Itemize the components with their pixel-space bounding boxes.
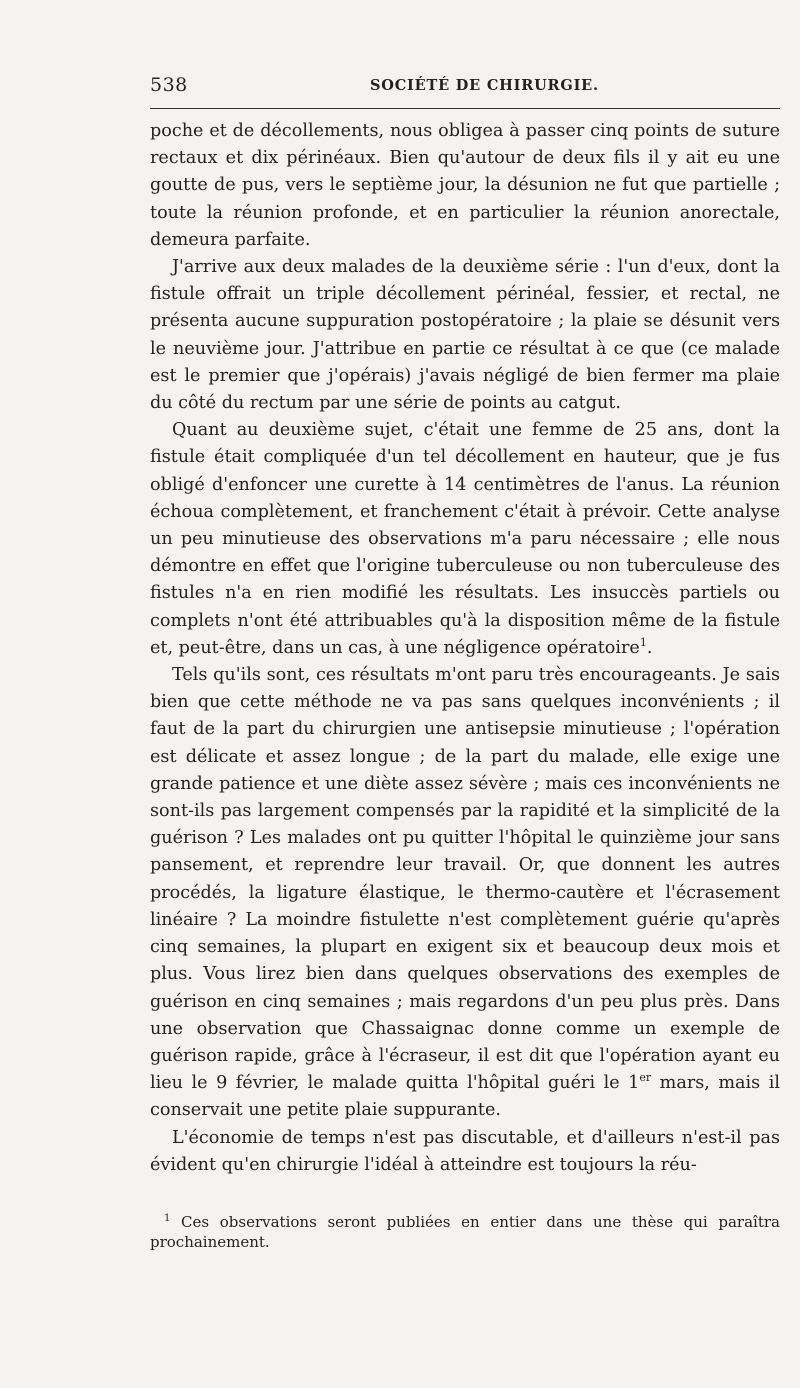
paragraph-second-subject: Quant au deuxième sujet, c'était une femme de 25 ans, dont la fistule était compliquée d'un tel décollement en hauteur, que je fus obligé d'enfoncer une curette à 14 centimètres de l'anus. La réunion échoua complètement, et franchement c'était à prévoir. Cette analyse un peu minutieuse des observations m'a paru nécessaire ; elle nous démontre en effet que l'origine tuberculeuse ou non tuberculeuse des fistules n'a en rien modifié les résultats. Les insuccès partiels ou complets n'ont été attribuables qu'à la disposition même de la fistule et, peut-être, dans un cas, à une négligence opératoire$^1$. — [150, 420, 780, 658]
paragraph-results: Tels qu'ils sont, ces résultats m'ont paru très encourageants. Je sais bien que cette méthode ne va pas sans quelques inconvénients ; il faut de la part du chirurgien une antisepsie minutieuse ; l'opération est délicate et assez longue ; de la part du malade, elle exige une grande patience et une diète assez sévère ; mais ces inconvénients ne sont-ils pas largement compensés par la rapidité et la simplicité de la guérison ? Les malades ont pu quitter l'hôpital le quinzième jour sans pansement, et reprendre leur travail. Or, que donnent les autres procédés, la ligature élastique, le thermo-cautère et l'écrasement linéaire ? La moindre fistulette n'est complètement guérie qu'après cinq semaines, la plupart en exigent six et beaucoup deux mois et plus. Vous lirez bien dans quelques observations des exemples de guérison en cinq semaines ; mais regardons d'un peu plus près. Dans une observation que Chassaignac donne comme un exemple de guérison rapide, grâce à l'écraseur, il est dit que l'opération ayant eu lieu le 9 février, le malade quitta l'hôpital guéri le 1er mars, mais il conservait une petite plaie suppurante. — [150, 665, 780, 1121]
page-number: 538 — [150, 74, 188, 96]
paragraph-economy: L'économie de temps n'est pas discutable, et d'ailleurs n'est-il pas évident qu'en chirurgie l'idéal à atteindre est toujours la réu- — [150, 1127, 780, 1175]
footnote-mark: 1 — [164, 1213, 171, 1224]
footnote — [150, 1212, 780, 1252]
running-head: SOCIÉTÉ DE CHIRURGIE. — [370, 77, 599, 94]
footnote-text: Ces observations seront publiées en entier dans une thèse qui paraîtra prochainement. — [150, 1213, 780, 1251]
page-header — [150, 74, 780, 102]
body-text — [150, 118, 780, 1179]
header-rule — [150, 108, 780, 109]
paragraph-continuation: poche et de décollements, nous obligea à passer cinq points de suture rectaux et dix périnéaux. Bien qu'autour de deux fils il y ait eu une goutte de pus, vers le septième jour, la désunion ne fut que partielle ; toute la réunion profonde, et en particulier la réunion anorectale, demeura parfaite. — [150, 121, 780, 250]
footnote-reference: 1 — [639, 636, 647, 649]
ordinal-superscript: er — [639, 1071, 652, 1085]
paragraph-second-series: J'arrive aux deux malades de la deuxième série : l'un d'eux, dont la fistule offrait un triple décollement périnéal, fessier, et rectal, ne présenta aucune suppuration postopératoire ; la plaie se désunit vers le neuvième jour. J'attribue en partie ce résultat à ce que (ce malade est le premier que j'opérais) j'avais négligé de bien fermer ma plaie du côté du rectum par une série de points au catgut. — [150, 257, 780, 414]
